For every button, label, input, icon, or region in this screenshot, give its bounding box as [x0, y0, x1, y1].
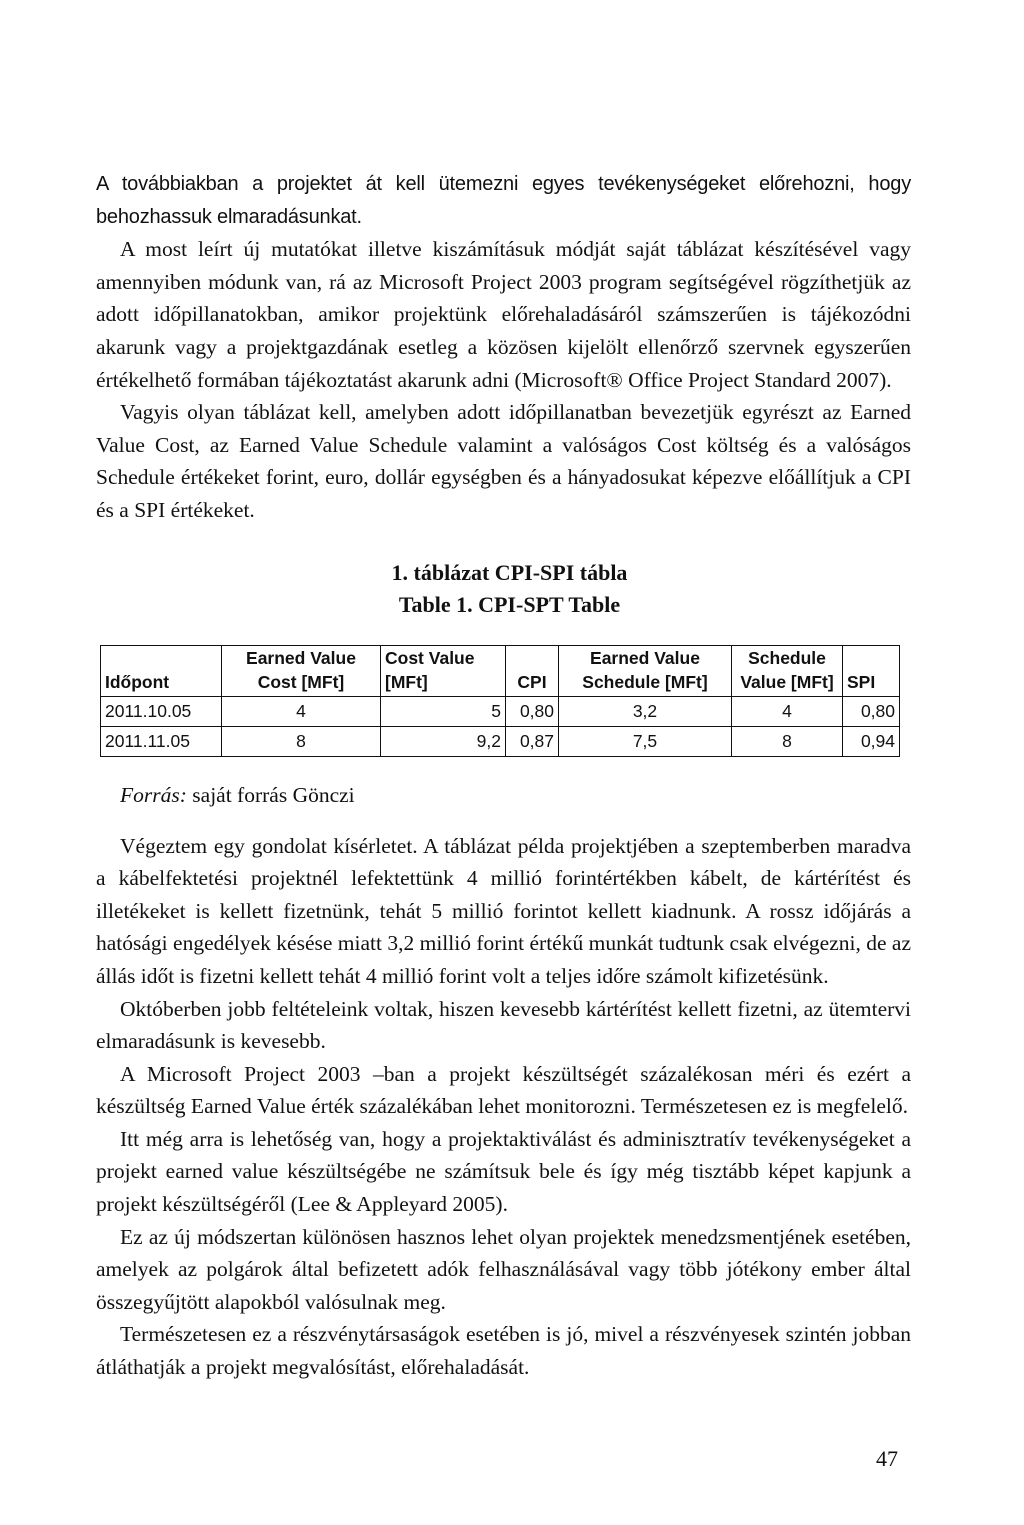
cell-earned-value-schedule: 3,2 [559, 696, 732, 726]
cell-earned-value-schedule: 7,5 [559, 726, 732, 756]
header-spi: SPI [843, 645, 900, 696]
source-label: Forrás: [120, 782, 187, 807]
header-earned-value-cost: Earned Value Cost [MFt] [222, 645, 381, 696]
table-caption-en: Table 1. CPI-SPT Table [398, 591, 621, 617]
table-caption [96, 557, 911, 621]
body-after-table [96, 830, 911, 1384]
paragraph-metrics: A most leírt új mutatókat illetve kiszámításuk módját saját táblázat készítésével vagy amennyiben módunk van, rá az Microsoft Project 2003 program segítségével rögzíthetjük az adott időpillanatokban, amikor projektünk előrehaladásáról számszerűen is tájékozódni akarunk vagy a projektgazdának esetleg a közösen kijelölt ellenőrző szervnek egyszerűen értékelhető formában tájékoztatást akarunk adni (Microsoft® Office Project Standard 2007). [96, 237, 911, 392]
header-schedule-value: Schedule Value [MFt] [732, 645, 843, 696]
paragraph-thought-experiment: Végeztem egy gondolat kísérletet. A táblázat példa projektjében a szeptemberben maradva a kábelfektetési projektnél lefektettünk 4 millió forintértékben kábelt, de kártérítést és illetékeket is kellett fizetnünk, tehát 5 millió forintot kellett kiadnunk. A rossz időjárás a hatósági engedélyek késése miatt 3,2 millió forint értékű munkát tudtunk csak elvégezni, de az állás időt is fizetni kellett tehát 4 millió forint volt a teljes időre számolt kifizetésünk. [96, 833, 911, 988]
header-cpi: CPI [506, 645, 559, 696]
table-caption-hu: 1. táblázat CPI-SPI tábla [391, 559, 628, 585]
paragraph-methodology: Ez az új módszertan különösen hasznos lehet olyan projektek menedzsmentjének esetében, amelyek az polgárok által befizetett adók felhasználásával vagy több jótékony ember által összegyűjtött alapokból valósulnak meg. [96, 1224, 911, 1314]
cell-earned-value-cost: 4 [222, 696, 381, 726]
table-row [101, 726, 900, 756]
table-row [101, 696, 900, 726]
cell-date: 2011.11.05 [101, 726, 222, 756]
paragraph-intro: A továbbiakban a projektet át kell ütemezni egyes tevékenységeket előrehozni, hogy behozhassuk elmaradásunkat. [96, 173, 911, 228]
cell-schedule-value: 4 [732, 696, 843, 726]
cpi-spi-table [100, 645, 900, 757]
table-header-row [101, 645, 900, 696]
header-cost-value: Cost Value [MFt] [381, 645, 506, 696]
cell-schedule-value: 8 [732, 726, 843, 756]
cell-earned-value-cost: 8 [222, 726, 381, 756]
cell-cpi: 0,87 [506, 726, 559, 756]
paragraph-ms-project: A Microsoft Project 2003 –ban a projekt készültségét százalékosan méri és ezért a készültség Earned Value érték százalékában lehet monitorozni. Természetesen ez is megfelelő. [96, 1061, 911, 1119]
paragraph-project-activation: Itt még arra is lehetőség van, hogy a projektaktiválást és adminisztratív tevékenységeket a projekt earned value készültségébe ne számítsuk bele és így még tisztább képet kapjunk a projekt készültségéről (Lee & Appleyard 2005). [96, 1126, 911, 1217]
table-source [120, 783, 911, 808]
cell-date: 2011.10.05 [101, 696, 222, 726]
page-number: 47 [876, 1446, 898, 1471]
paragraph-table-intro: Vagyis olyan táblázat kell, amelyben adott időpillanatban bevezetjük egyrészt az Earned Value Cost, az Earned Value Schedule valamint a valóságos Cost költség és a valóságos Schedule értékeket forint, euro, dollár egységben és a hányadosukat képezve előállítjuk a CPI és a SPI értékeket. [96, 400, 911, 522]
paragraph-shareholders: Természetesen ez a részvénytársaságok esetében is jó, mivel a részvényesek szintén jobban átláthatják a projekt megvalósítást, előrehaladását. [96, 1322, 911, 1380]
cell-cost-value: 9,2 [381, 726, 506, 756]
paragraph-october: Októberben jobb feltételeink voltak, hiszen kevesebb kártérítést kellett fizetni, az ütemtervi elmaradásunk is kevesebb. [96, 996, 911, 1054]
cell-spi: 0,80 [843, 696, 900, 726]
cell-spi: 0,94 [843, 726, 900, 756]
page-content [96, 168, 911, 1384]
cell-cost-value: 5 [381, 696, 506, 726]
header-earned-value-schedule: Earned Value Schedule [MFt] [559, 645, 732, 696]
cell-cpi: 0,80 [506, 696, 559, 726]
header-idopont: Időpont [101, 645, 222, 696]
source-text: saját forrás Gönczi [192, 782, 355, 807]
